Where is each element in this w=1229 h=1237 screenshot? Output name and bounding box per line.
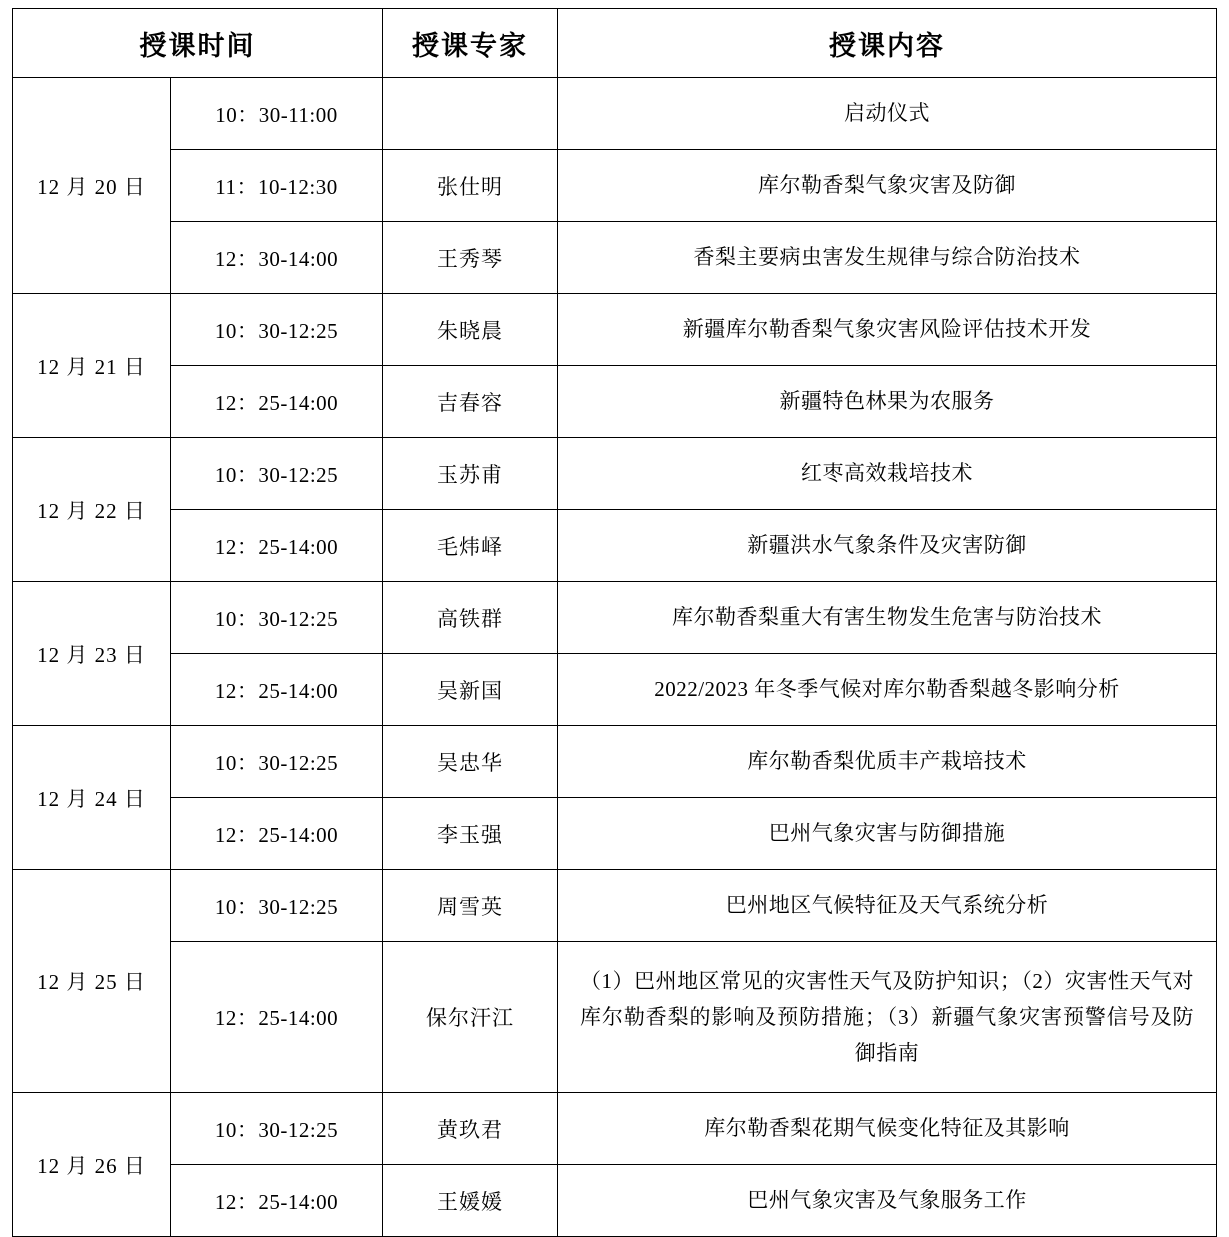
expert-cell: 高铁群 [383,582,558,654]
time-cell: 12：25-14:00 [171,510,383,582]
expert-cell: 李玉强 [383,798,558,870]
time-cell: 10：30-12:25 [171,582,383,654]
table-row [13,1093,1217,1165]
expert-cell: 吴新国 [383,654,558,726]
content-cell: 2022/2023 年冬季气候对库尔勒香梨越冬影响分析 [558,654,1217,726]
content-cell: 新疆特色林果为农服务 [558,366,1217,438]
table-row [13,942,1217,1093]
content-cell: 新疆库尔勒香梨气象灾害风险评估技术开发 [558,294,1217,366]
date-cell: 12 月 21 日 [13,294,171,438]
content-cell: 库尔勒香梨气象灾害及防御 [558,150,1217,222]
content-cell: 巴州气象灾害及气象服务工作 [558,1165,1217,1237]
table-row [13,78,1217,150]
table-body [13,78,1217,1237]
content-cell: 库尔勒香梨优质丰产栽培技术 [558,726,1217,798]
time-cell: 12：25-14:00 [171,798,383,870]
content-cell: 红枣高效栽培技术 [558,438,1217,510]
date-cell: 12 月 22 日 [13,438,171,582]
table-row [13,294,1217,366]
expert-cell: 吴忠华 [383,726,558,798]
table-row [13,798,1217,870]
expert-cell: 黄玖君 [383,1093,558,1165]
time-cell: 10：30-11:00 [171,78,383,150]
content-cell: 启动仪式 [558,78,1217,150]
time-cell: 10：30-12:25 [171,1093,383,1165]
time-cell: 10：30-12:25 [171,438,383,510]
time-cell: 12：25-14:00 [171,942,383,1093]
expert-cell: 张仕明 [383,150,558,222]
date-cell: 12 月 26 日 [13,1093,171,1237]
date-cell: 12 月 23 日 [13,582,171,726]
expert-cell: 毛炜峄 [383,510,558,582]
content-cell: 库尔勒香梨花期气候变化特征及其影响 [558,1093,1217,1165]
time-cell: 11：10-12:30 [171,150,383,222]
table-row [13,510,1217,582]
table-row [13,366,1217,438]
expert-cell: 玉苏甫 [383,438,558,510]
expert-cell: 保尔汗江 [383,942,558,1093]
expert-cell: 王秀琴 [383,222,558,294]
column-header-time: 授课时间 [13,9,383,78]
table-row [13,1165,1217,1237]
table-header-row [13,9,1217,78]
content-cell: 巴州地区气候特征及天气系统分析 [558,870,1217,942]
table-row [13,726,1217,798]
expert-cell: 周雪英 [383,870,558,942]
time-cell: 12：25-14:00 [171,654,383,726]
column-header-expert: 授课专家 [383,9,558,78]
date-cell: 12 月 25 日 [13,870,171,1093]
date-cell: 12 月 24 日 [13,726,171,870]
training-schedule-table [12,8,1217,1237]
table-row [13,150,1217,222]
expert-cell: 王媛媛 [383,1165,558,1237]
table-row [13,222,1217,294]
content-cell: 库尔勒香梨重大有害生物发生危害与防治技术 [558,582,1217,654]
table-row [13,438,1217,510]
time-cell: 12：25-14:00 [171,1165,383,1237]
time-cell: 10：30-12:25 [171,726,383,798]
table-header [13,9,1217,78]
content-cell: 香梨主要病虫害发生规律与综合防治技术 [558,222,1217,294]
content-cell: 新疆洪水气象条件及灾害防御 [558,510,1217,582]
expert-cell: 朱晓晨 [383,294,558,366]
column-header-content: 授课内容 [558,9,1217,78]
table-row [13,870,1217,942]
time-cell: 10：30-12:25 [171,294,383,366]
expert-cell [383,78,558,150]
table-row [13,654,1217,726]
table-row [13,582,1217,654]
time-cell: 12：30-14:00 [171,222,383,294]
content-cell: 巴州气象灾害与防御措施 [558,798,1217,870]
expert-cell: 吉春容 [383,366,558,438]
time-cell: 12：25-14:00 [171,366,383,438]
time-cell: 10：30-12:25 [171,870,383,942]
date-cell: 12 月 20 日 [13,78,171,294]
content-cell: （1）巴州地区常见的灾害性天气及防护知识；（2）灾害性天气对库尔勒香梨的影响及预防措施；（3）新疆气象灾害预警信号及防御指南 [558,942,1217,1093]
